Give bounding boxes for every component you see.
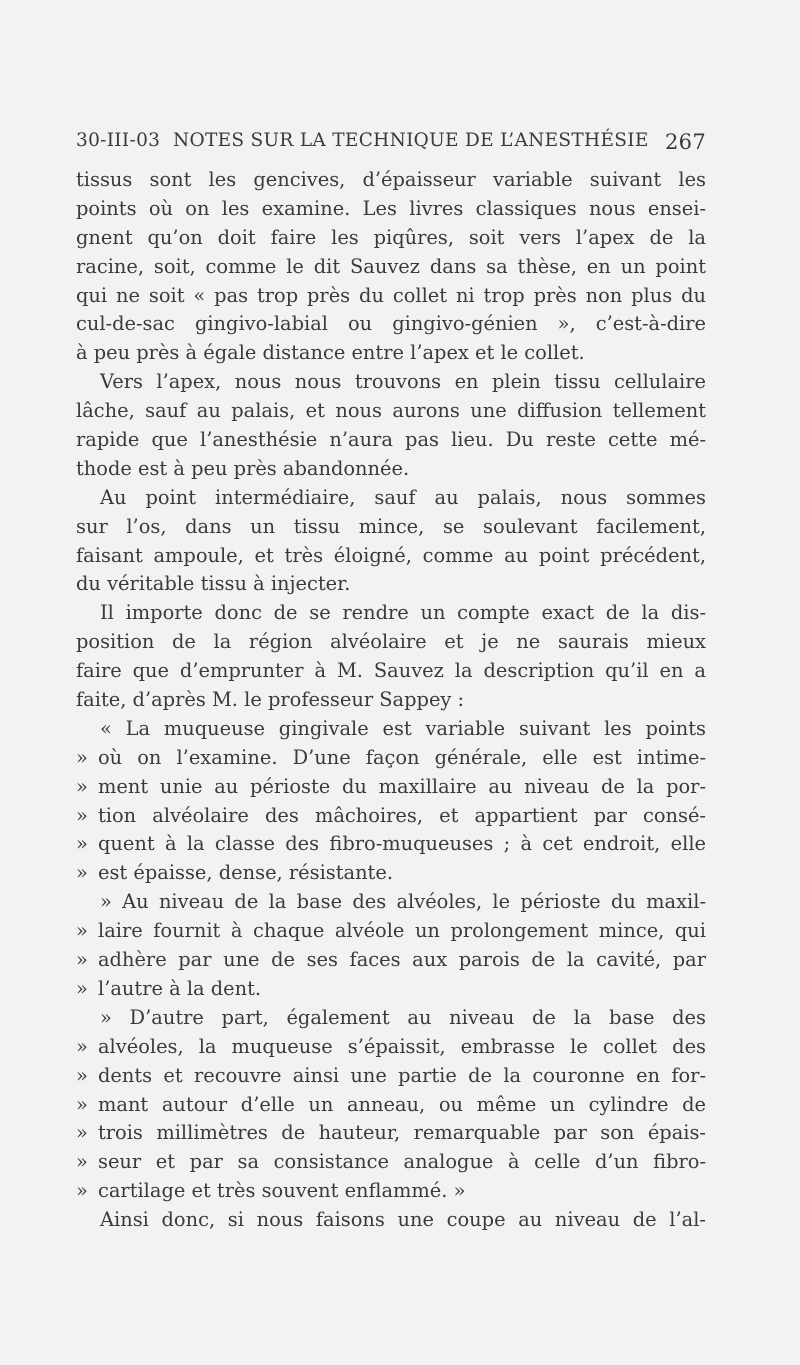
line-text: faire que d’emprunter à M. Sauvez la description qu’il en a xyxy=(76,659,706,683)
line-text: seur et par sa consistance analogue à celle d’un fibro- xyxy=(98,1150,706,1174)
text-line xyxy=(76,195,706,224)
quote-mark: » xyxy=(76,1063,88,1087)
line-text: qui ne soit « pas trop près du collet ni trop près non plus du xyxy=(76,283,706,307)
line-text: tion alvéolaire des mâchoires, et appartient par consé- xyxy=(98,803,706,827)
text-line xyxy=(76,599,706,628)
line-text: trois millimètres de hauteur, remarquable par son épais- xyxy=(98,1121,706,1145)
quote-mark: » xyxy=(76,1034,88,1058)
line-text: à peu près à égale distance entre l’apex et le collet. xyxy=(76,341,585,365)
line-text: position de la région alvéolaire et je ne saurais mieux xyxy=(76,630,706,654)
text-line xyxy=(76,859,706,888)
quote-mark: » xyxy=(76,1092,88,1116)
line-text: Vers l’apex, nous nous trouvons en plein tissu cellulaire xyxy=(100,370,706,394)
text-line xyxy=(76,368,706,397)
text-line xyxy=(76,657,706,686)
line-text: faite, d’après M. le professeur Sappey : xyxy=(76,688,465,712)
line-text: où on l’examine. D’une façon générale, elle est intime- xyxy=(98,745,706,769)
body-text xyxy=(76,166,706,1235)
page-number: 267 xyxy=(665,130,706,154)
text-line xyxy=(76,1119,706,1148)
line-text: mant autour d’elle un anneau, ou même un cylindre de xyxy=(98,1092,706,1116)
line-text: » D’autre part, également au niveau de la base des xyxy=(100,1005,706,1029)
text-line xyxy=(76,570,706,599)
text-line xyxy=(76,224,706,253)
line-text: lâche, sauf au palais, et nous aurons une diffusion tellement xyxy=(76,399,706,423)
text-line xyxy=(76,830,706,859)
line-text: du véritable tissu à injecter. xyxy=(76,572,351,596)
text-line xyxy=(76,888,706,917)
text-line xyxy=(76,339,706,368)
line-text: gnent qu’on doit faire les piqûres, soit vers l’apex de la xyxy=(76,225,706,249)
line-text: points où on les examine. Les livres classiques nous ensei- xyxy=(76,196,706,220)
running-title: NOTES SUR LA TECHNIQUE DE L’ANESTHÉSIE xyxy=(173,130,649,151)
line-text: Il importe donc de se rendre un compte exact de la dis- xyxy=(100,601,706,625)
quote-mark: » xyxy=(76,832,88,856)
line-text: cartilage et très souvent enflammé. » xyxy=(98,1179,466,1203)
line-text: alvéoles, la muqueuse s’épaissit, embrasse le collet des xyxy=(98,1034,706,1058)
text-line xyxy=(76,946,706,975)
text-line xyxy=(76,484,706,513)
line-text: rapide que l’anesthésie n’aura pas lieu. Du reste cette mé- xyxy=(76,428,706,452)
quote-mark: » xyxy=(76,976,88,1000)
text-line xyxy=(76,513,706,542)
line-text: adhère par une de ses faces aux parois de la cavité, par xyxy=(98,948,706,972)
line-text: ment unie au périoste du maxillaire au niveau de la por- xyxy=(98,774,706,798)
text-line xyxy=(76,253,706,282)
quote-mark: » xyxy=(76,745,88,769)
text-line xyxy=(76,1033,706,1062)
line-text: sur l’os, dans un tissu mince, se soulevant facilement, xyxy=(76,514,706,538)
line-text: est épaisse, dense, résistante. xyxy=(98,861,393,885)
text-line xyxy=(76,1148,706,1177)
line-text: racine, soit, comme le dit Sauvez dans sa thèse, en un point xyxy=(76,254,706,278)
line-text: laire fournit à chaque alvéole un prolongement mince, qui xyxy=(98,919,706,943)
text-line xyxy=(76,166,706,195)
text-line xyxy=(76,917,706,946)
line-text: « La muqueuse gingivale est variable suivant les points xyxy=(100,716,706,740)
running-header xyxy=(76,130,706,160)
text-line xyxy=(76,686,706,715)
text-line xyxy=(76,1091,706,1120)
line-text: l’autre à la dent. xyxy=(98,976,262,1000)
text-line xyxy=(76,1004,706,1033)
text-line xyxy=(76,426,706,455)
text-line xyxy=(76,397,706,426)
text-line xyxy=(76,542,706,571)
quote-mark: » xyxy=(76,948,88,972)
line-text: faisant ampoule, et très éloigné, comme au point précédent, xyxy=(76,543,706,567)
line-text: quent à la classe des fibro-muqueuses ; à cet endroit, elle xyxy=(98,832,706,856)
text-line xyxy=(76,628,706,657)
quote-mark: » xyxy=(76,1179,88,1203)
quote-mark: » xyxy=(76,803,88,827)
line-text: thode est à peu près abandonnée. xyxy=(76,456,410,480)
line-text: tissus sont les gencives, d’épaisseur variable suivant les xyxy=(76,168,706,191)
text-line xyxy=(76,744,706,773)
line-text: cul-de-sac gingivo-labial ou gingivo-génien », c’est-à-dire xyxy=(76,312,706,336)
text-line xyxy=(76,802,706,831)
quote-mark: » xyxy=(76,1150,88,1174)
line-text: Au point intermédiaire, sauf au palais, nous sommes xyxy=(100,485,706,509)
text-line xyxy=(76,282,706,311)
text-line xyxy=(76,455,706,484)
quote-mark: » xyxy=(76,1121,88,1145)
line-text: dents et recouvre ainsi une partie de la couronne en for- xyxy=(98,1063,706,1087)
text-line xyxy=(76,975,706,1004)
text-line xyxy=(76,310,706,339)
line-text: Ainsi donc, si nous faisons une coupe au niveau de l’al- xyxy=(100,1208,706,1232)
date-code: 30-III-03 xyxy=(76,130,161,151)
text-line xyxy=(76,1177,706,1206)
line-text: » Au niveau de la base des alvéoles, le périoste du maxil- xyxy=(100,890,706,914)
quote-mark: » xyxy=(76,919,88,943)
text-line xyxy=(76,715,706,744)
text-line xyxy=(76,773,706,802)
text-line xyxy=(76,1206,706,1235)
quote-mark: » xyxy=(76,861,88,885)
quote-mark: » xyxy=(76,774,88,798)
text-line xyxy=(76,1062,706,1091)
